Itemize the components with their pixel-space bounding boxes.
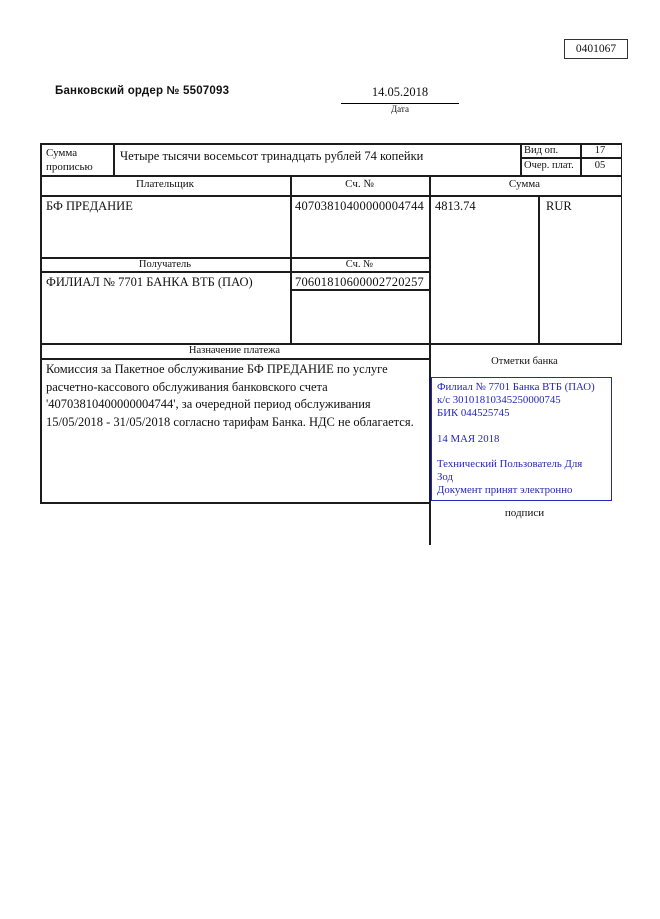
payment-priority-label: Очер. плат. (524, 160, 574, 171)
bank-marks-header: Отметки банка (491, 356, 558, 367)
stamp-user-line2: Зод (437, 471, 453, 484)
payee-name: ФИЛИАЛ № 7701 БАНКА ВТБ (ПАО) (46, 275, 253, 289)
bank-electronic-stamp (431, 377, 612, 501)
sum-in-words-label-line1: Сумма (46, 147, 78, 159)
payer-header-bottom-line (40, 195, 622, 197)
stamp-bank-branch: Филиал № 7701 Банка ВТБ (ПАО) (437, 381, 595, 393)
op-row-divider (520, 157, 622, 159)
table-bottom-border (40, 502, 429, 504)
table-right-border (621, 143, 623, 345)
stamp-blank-line (437, 446, 606, 459)
form-code-box (564, 39, 628, 59)
stamp-user-line1: Технический Пользователь Для (437, 458, 583, 471)
operation-type-value: 17 (594, 145, 606, 156)
payee-header-bottom-line (40, 271, 429, 273)
date-label: Дата (391, 104, 409, 114)
sum-label-divider (113, 143, 115, 175)
operation-type-label: Вид оп. (524, 145, 559, 156)
stamp-date: 14 МАЯ 2018 (437, 432, 500, 445)
currency-code: RUR (546, 199, 572, 213)
sum-in-words-label-line2: прописью (46, 161, 93, 173)
payee-account-column-header: Сч. № (345, 259, 374, 270)
op-box-left-line (520, 143, 522, 175)
payment-priority-value: 05 (594, 160, 606, 171)
payer-header-top-line (40, 175, 622, 177)
date-value: 14.05.2018 (341, 85, 459, 104)
payment-purpose-header: Назначение платежа (188, 345, 281, 356)
payment-purpose-text: Комиссия за Пакетное обслуживание БФ ПРЕДАНИЕ по услуге расчетно-кассового обслуживания банковского счета '40703810400000004744', за очередной период обслуживания 15/05/2018 - 31/05/2018 согласно тарифам Банка. НДС не облагается. (46, 362, 414, 429)
purpose-header-bottom-line (40, 358, 429, 360)
amount-column-header: Сумма (508, 178, 541, 190)
payer-account-number: 40703810400000004744 (295, 199, 424, 213)
payer-column-header: Плательщик (136, 178, 194, 190)
document-title: Банковский ордер № 5507093 (55, 85, 230, 97)
table-left-border (40, 143, 42, 504)
stamp-corr-account: к/с 30101810345250000745 (437, 393, 561, 406)
payer-name: БФ ПРЕДАНИЕ (46, 199, 133, 213)
signatures-label: подписи (504, 507, 545, 519)
payer-account-column-header: Сч. № (345, 178, 374, 190)
form-code: 0401067 (575, 43, 617, 55)
payee-column-header: Получатель (138, 259, 192, 270)
amount-value: 4813.74 (435, 199, 476, 213)
stamp-blank-line (437, 420, 606, 433)
stamp-bik: БИК 044525745 (437, 406, 510, 419)
amount-currency-divider (538, 195, 540, 343)
stamp-accepted-electronically: Документ принят электронно (437, 484, 573, 497)
payee-account-number: 70601810600002720257 (295, 275, 424, 289)
amount-in-words: Четыре тысячи восемьсот тринадцать рублей 74 копейки (120, 149, 424, 163)
